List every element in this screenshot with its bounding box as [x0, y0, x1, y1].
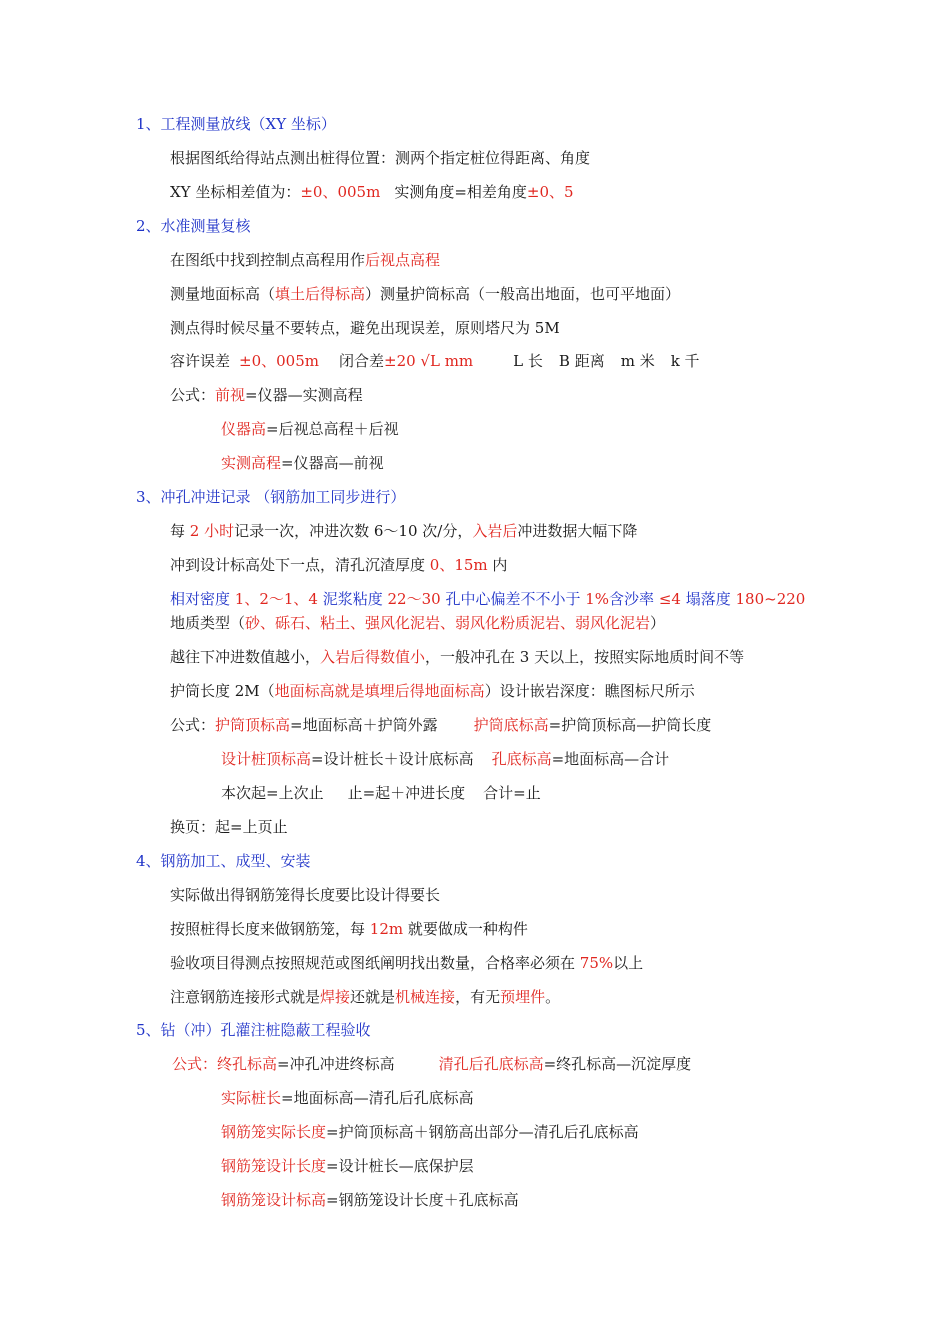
s3-line-5 — [170, 647, 744, 667]
s3-l7-d: 护筒底标高 — [473, 716, 549, 734]
s2-l2-red: 填土后得标高 — [275, 285, 366, 303]
s4-l3-c: 以上 — [613, 954, 644, 972]
s2-l4-h: k 千 — [670, 352, 700, 370]
s5-l3-b: =护筒顶标高＋钢筋高出部分—清孔后孔底标高 — [326, 1123, 639, 1141]
s4-line-2 — [170, 919, 528, 939]
s3-l6-a: 护筒长度 2M（ — [170, 682, 275, 700]
s3-line-8 — [221, 749, 669, 769]
s1-line-1: 根据图纸给得站点测出桩得位置：测两个指定桩位得距离、角度 — [170, 149, 591, 167]
s4-l2-a: 按照桩得长度来做钢筋笼，每 — [170, 920, 370, 938]
s2-l2-c: ）测量护筒标高（一般高出地面，也可平地面） — [365, 285, 681, 303]
s2-line-2 — [170, 284, 680, 304]
s4-l3-b: 75% — [579, 954, 614, 972]
s3-l3-e: 孔中心偏差不不小于 — [440, 590, 586, 608]
s3-l1-d: 入岩后 — [472, 522, 518, 540]
s3-l2-c: 内 — [487, 556, 508, 574]
s5-l4-a: 钢筋笼设计长度 — [221, 1157, 327, 1175]
s5-l3-a: 钢筋笼实际长度 — [221, 1123, 327, 1141]
s5-line-1 — [172, 1054, 691, 1074]
s3-l8-a: 设计桩顶标高 — [221, 750, 312, 768]
s2-l4-e: L 长 — [513, 352, 543, 370]
s5-l1-d: =终孔标高—沉淀厚度 — [543, 1055, 692, 1073]
s5-l1-a: 公式：终孔标高 — [172, 1055, 278, 1073]
s5-l2-b: =地面标高—清孔后孔底标高 — [281, 1089, 474, 1107]
s2-line-3: 测点得时候尽量不要转点，避免出现误差，原则塔尺为 5M — [170, 319, 560, 337]
s3-l5-a: 越往下冲进数值越小， — [170, 648, 321, 666]
s3-l8-d: =地面标高—合计 — [551, 750, 670, 768]
section-3-heading: 3、冲孔冲进记录 （钢筋加工同步进行） — [136, 488, 406, 506]
s3-line-1 — [170, 521, 637, 541]
s2-l4-d: ±20 √L mm — [384, 352, 474, 370]
s4-l4-g: 。 — [545, 988, 561, 1006]
s3-l4-b: 砂、砾石、粘土、强风化泥岩、弱风化粉质泥岩、弱风化泥岩 — [245, 614, 651, 632]
s3-line-6 — [170, 681, 695, 701]
s2-l1-text: 在图纸中找到控制点高程用作 — [170, 251, 366, 269]
s3-l3-c: 泥浆粘度 — [317, 590, 388, 608]
s5-line-4 — [221, 1156, 474, 1176]
s3-l5-c: ，一般冲孔在 3 天以上，按照实际地质时间不等 — [425, 648, 745, 666]
s2-line-1 — [170, 250, 440, 270]
s3-l7-e: =护筒顶标高—护筒长度 — [548, 716, 712, 734]
s3-line-3 — [170, 589, 805, 609]
s3-l4-c: ） — [650, 614, 666, 632]
s3-l7-c: =地面标高＋护筒外露 — [290, 716, 438, 734]
section-4-heading: 4、钢筋加工、成型、安装 — [136, 852, 311, 870]
s3-l3-f: 1% — [585, 590, 610, 608]
s1-l2-angle: 实测角度=相差角度 — [394, 183, 527, 201]
s3-l7-a: 公式： — [170, 716, 216, 734]
s1-l2-angle-tol: ±0、5 — [526, 183, 574, 201]
s5-l5-a: 钢筋笼设计标高 — [221, 1191, 327, 1209]
s2-l4-a: 容许误差 — [170, 352, 231, 370]
s3-l9-c: 合计=止 — [483, 784, 541, 802]
s4-l4-e: ，有无 — [455, 988, 501, 1006]
s3-l3-h: ≤4 — [658, 590, 681, 608]
s3-l7-b: 护筒顶标高 — [215, 716, 291, 734]
s3-l1-b: 2 小时 — [189, 522, 235, 540]
s2-l2-a: 测量地面标高（ — [170, 285, 276, 303]
s2-l5-red: 前视 — [215, 386, 246, 404]
s4-l2-c: 就要做成一种构件 — [403, 920, 528, 938]
s3-l3-i: 塌落度 — [680, 590, 736, 608]
s5-l1-c: 清孔后孔底标高 — [438, 1055, 544, 1073]
s3-l3-d: 22～30 — [387, 590, 441, 608]
s4-l4-a: 注意钢筋连接形式就是 — [170, 988, 321, 1006]
s3-l9-a: 本次起=上次止 — [221, 784, 324, 802]
s3-l3-b: 1、2～1、4 — [234, 590, 318, 608]
s4-line-1: 实际做出得钢筋笼得长度要比设计得要长 — [170, 886, 441, 904]
s1-l2-text: XY 坐标相差值为： — [170, 183, 301, 201]
s2-line-6 — [221, 419, 399, 439]
s2-l1-red: 后视点高程 — [365, 251, 441, 269]
s3-line-4 — [170, 613, 665, 633]
s2-l4-f: B 距离 — [558, 352, 605, 370]
s4-line-3 — [170, 953, 643, 973]
s3-line-7 — [170, 715, 711, 735]
s5-l5-b: =钢筋笼设计长度＋孔底标高 — [326, 1191, 519, 1209]
s3-l8-c: 孔底标高 — [491, 750, 552, 768]
s3-l1-a: 每 — [170, 522, 190, 540]
s3-l3-a: 相对密度 — [170, 590, 235, 608]
s2-l7-red: 实测高程 — [221, 454, 282, 472]
s3-l3-g: 含沙率 — [609, 590, 659, 608]
s3-l4-a: 地质类型（ — [170, 614, 246, 632]
s4-l4-c: 还就是 — [350, 988, 396, 1006]
section-2-heading: 2、水准测量复核 — [136, 217, 251, 235]
s5-line-2 — [221, 1088, 474, 1108]
s3-l6-c: ）设计嵌岩深度：瞧图标尺所示 — [484, 682, 695, 700]
s3-l3-j: 180~220 — [735, 590, 806, 608]
s4-line-4 — [170, 987, 560, 1007]
s4-l2-b: 12m — [369, 920, 404, 938]
s4-l4-d: 机械连接 — [395, 988, 456, 1006]
s2-l6-red: 仪器高 — [221, 420, 267, 438]
s4-l4-b: 焊接 — [320, 988, 351, 1006]
s2-l5-text: =仪器—实测高程 — [245, 386, 363, 404]
s3-l9-b: 止=起＋冲进长度 — [347, 784, 466, 802]
s3-l5-b: 入岩后得数值小 — [320, 648, 426, 666]
s5-l1-b: =冲孔冲进终标高 — [277, 1055, 395, 1073]
s2-l4-b: ±0、005m — [239, 352, 319, 370]
s3-line-2 — [170, 555, 507, 575]
s3-l6-b: 地面标高就是填埋后得地面标高 — [274, 682, 485, 700]
s1-line-2 — [170, 182, 574, 202]
s4-l4-f: 预埋件 — [500, 988, 546, 1006]
s2-line-4 — [170, 351, 700, 371]
s3-l1-c: 记录一次，冲进次数 6～10 次/分， — [234, 522, 473, 540]
s5-l2-a: 实际桩长 — [221, 1089, 282, 1107]
s2-line-7 — [221, 453, 384, 473]
s2-l4-g: m 米 — [620, 352, 655, 370]
s2-line-5 — [170, 385, 363, 405]
s3-l8-b: =设计桩长＋设计底标高 — [311, 750, 474, 768]
section-1-heading: 1、工程测量放线（XY 坐标） — [136, 115, 336, 133]
s3-line-9 — [221, 783, 541, 803]
s2-l5-label: 公式： — [170, 386, 216, 404]
s2-l4-c: 闭合差 — [338, 352, 384, 370]
s3-l2-b: 0、15m — [429, 556, 488, 574]
s5-line-5 — [221, 1190, 519, 1210]
s4-l3-a: 验收项目得测点按照规范或图纸阐明找出数量，合格率必须在 — [170, 954, 580, 972]
s3-l2-a: 冲到设计标高处下一点，清孔沉渣厚度 — [170, 556, 430, 574]
s2-l7-text: =仪器高—前视 — [281, 454, 384, 472]
s1-l2-tolerance: ±0、005m — [300, 183, 381, 201]
s5-l4-b: =设计桩长—底保护层 — [326, 1157, 474, 1175]
s3-l1-e: 冲进数据大幅下降 — [517, 522, 638, 540]
s5-line-3 — [221, 1122, 639, 1142]
section-5-heading: 5、钻（冲）孔灌注桩隐蔽工程验收 — [136, 1021, 371, 1039]
s3-line-10: 换页：起=上页止 — [170, 818, 288, 836]
s2-l6-text: =后视总高程＋后视 — [266, 420, 399, 438]
